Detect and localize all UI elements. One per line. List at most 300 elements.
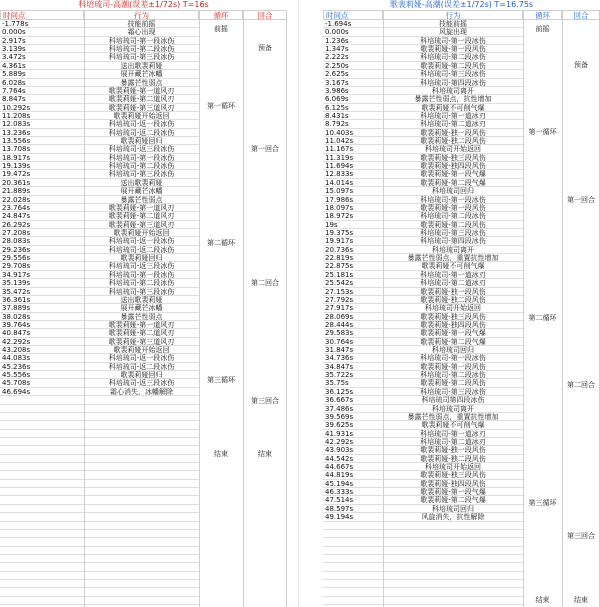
action-cell: 暴露芒性弱点 [120,195,163,204]
table-row [323,354,523,362]
action-cell: 科培琉司回归 [432,187,474,196]
action-cell: 歌裴莉娅开始返回 [113,111,170,120]
time-cell: 27.153s [325,287,354,296]
action-cell: 科培琉司-返三段冰伤 [108,262,175,271]
table-row [0,70,199,78]
table-row [323,563,523,571]
time-cell: 13.556s [2,137,31,146]
action-cell: 歌裴莉娅-第一段风伤 [420,362,486,371]
left-col-line [243,10,244,607]
table-row [323,137,523,145]
action-cell: 科培琉司-第三段冰伤 [108,287,175,296]
action-cell: 歌裴莉娅-第一段气爆 [420,329,486,338]
table-row [323,129,523,137]
action-cell: 送出歌裴莉娅 [120,61,163,70]
table-row [323,588,523,596]
table-row [0,95,199,103]
action-cell: 歌裴莉娅-第一段风伤 [420,45,486,54]
table-row [323,221,523,229]
time-cell: 20.736s [325,245,354,254]
table-row [0,488,199,496]
table-row [0,496,199,504]
time-cell: 25.542s [325,279,354,288]
action-cell: 科培琉司-返一段冰伤 [108,237,175,246]
action-cell: 科培琉司-第二段冰伤 [420,53,486,62]
time-cell: 34.917s [2,270,31,279]
time-cell: 31.847s [325,346,354,355]
action-cell: 科培琉司回归 [432,346,474,355]
left-col-line [84,10,85,607]
table-row [0,204,199,212]
action-cell: 科培琉司离开 [432,86,474,95]
time-cell: 35.722s [325,371,354,380]
time-cell: 17.986s [325,195,354,204]
table-row [323,580,523,588]
time-cell: 36.125s [325,387,354,396]
time-cell: 34.847s [325,362,354,371]
time-cell: 22.028s [2,195,31,204]
action-cell: 技能前摇 [439,20,467,28]
time-cell: 11.167s [325,145,354,154]
time-cell: 49.194s [325,513,354,522]
right-round-cell: 第三回合 [567,532,595,540]
time-cell: 45.194s [325,479,354,488]
action-cell: 歌裴莉娅-第二段风伤 [420,379,486,388]
time-cell: 3.139s [2,45,26,54]
time-cell: 28.083s [2,237,31,246]
table-row [0,530,199,538]
action-cell: 科培琉司-返三段冰伤 [108,145,175,154]
table-row [323,413,523,421]
table-row [323,555,523,563]
table-row [0,379,199,387]
action-cell: 歌裴莉娅-第二段气爆 [420,496,486,505]
action-cell: 歌裴莉娅-独三段风伤 [420,153,486,162]
table-row [0,505,199,513]
table-row [323,104,523,112]
table-row [323,62,523,70]
table-row [323,471,523,479]
action-cell: 科培琉司-第二段冰伤 [108,45,175,54]
action-cell: 送出歌裴莉娅 [120,178,163,187]
time-cell: 44.542s [325,454,354,463]
action-cell: 科培琉司-第一段冰伤 [420,195,486,204]
time-cell: 23.764s [2,203,31,212]
action-cell: 暴露芒性弱点 [120,78,163,87]
time-cell: 46.694s [2,387,31,396]
action-cell: 歌裴莉娅-第三道风刃 [108,337,175,346]
right-timeline-table [323,0,600,607]
action-cell: 科培琉司-第二段冰伤 [108,279,175,288]
time-cell: 29.583s [325,329,354,338]
time-cell: 6.069s [325,95,349,104]
table-row [323,304,523,312]
table-row [0,196,199,204]
action-cell: 科培琉司-返三段冰伤 [108,379,175,388]
right-col-line [562,10,563,607]
time-cell: 20.361s [2,178,31,187]
action-cell: 科培琉司-第三段冰伤 [420,387,486,396]
time-cell: 35.472s [2,287,31,296]
time-cell: 10.292s [2,103,31,112]
time-cell: 42.292s [325,437,354,446]
action-cell: 歌裴莉娅不可削气爆 [421,262,485,271]
time-cell: 42.292s [2,337,31,346]
left-header-action: 行为 [84,10,199,20]
table-row [0,572,199,580]
time-cell: 43.903s [325,446,354,455]
table-row [0,262,199,270]
table-row [0,580,199,588]
table-row [323,338,523,346]
time-cell: 29.556s [2,254,31,263]
right-loop-cell: 前摇 [535,25,550,33]
time-cell: 15.097s [325,187,354,196]
action-cell: 科培琉司-第四段冰伤 [420,237,486,246]
action-cell: 歌裴莉娅-独二段风伤 [420,454,486,463]
left-col-line [199,10,200,607]
time-cell: -1.694s [325,20,352,28]
time-cell: 43.208s [2,346,31,355]
time-cell: 27.917s [325,304,354,313]
table-row [0,237,199,245]
action-cell: 歌裴莉娅-独四段风伤 [420,162,486,171]
table-row [323,87,523,95]
action-cell: 歌裴莉娅-第一道风刃 [108,320,175,329]
action-cell: 科培琉司-第三段冰伤 [108,170,175,179]
action-cell: 科培琉司开始返回 [425,304,481,313]
left-round-cell: 第一回合 [251,145,279,153]
table-row [323,95,523,103]
left-header-time: 时间点 [0,10,84,20]
time-cell: 18.097s [325,203,354,212]
table-row [0,288,199,296]
action-cell: 歌裴莉娅开始返回 [113,346,170,355]
action-cell: 科培琉司-第二道冰刃 [420,279,486,288]
action-cell: 展开藏芒冰幡 [120,187,163,196]
time-cell: 36.667s [325,396,354,405]
table-row [0,53,199,61]
action-cell: 科培琉司-第二道冰刃 [420,437,486,446]
action-cell: 科培琉司开始返回 [425,145,481,154]
table-row [0,438,199,446]
table-row [0,555,199,563]
table-row [323,405,523,413]
action-cell: 科培琉司-第一段冰伤 [108,36,175,45]
action-cell: 科培琉司-返二段冰伤 [108,362,175,371]
table-row [0,513,199,521]
time-cell: 19.139s [2,162,31,171]
table-row [0,430,199,438]
time-cell: 8.431s [325,111,349,120]
table-row [323,388,523,396]
time-cell: 2.917s [2,36,26,45]
left-round-cell: 第三回合 [251,397,279,405]
action-cell: 科培琉司-返一段冰伤 [108,354,175,363]
table-row [323,145,523,153]
time-cell: 35.75s [325,379,349,388]
action-cell: 科培琉司-第二段冰伤 [420,212,486,221]
right-round-cell: 第一回合 [567,196,595,204]
action-cell: 送出歌裴莉娅 [120,295,163,304]
left-col-line [286,10,287,607]
time-cell: 6.028s [2,78,26,87]
action-cell: 歌裴莉娅-第三道风刃 [108,220,175,229]
row-gridline [323,604,523,605]
table-row [323,154,523,162]
table-row [0,463,199,471]
action-cell: 科培琉司-第一道冰刃 [420,111,486,120]
action-cell: 歌裴莉娅-独三段风伤 [420,471,486,480]
time-cell: -1.778s [2,20,29,28]
right-header-round: 回合 [562,10,600,20]
right-header-time: 时间点 [323,10,383,20]
time-cell: 6.125s [325,103,349,112]
table-row [0,170,199,178]
table-row [323,120,523,128]
table-row [323,480,523,488]
action-cell: 歌裴莉娅-第三道风刃 [108,103,175,112]
table-row [323,313,523,321]
table-row [0,313,199,321]
left-round-cell: 结束 [258,450,272,458]
left-table-title: 科培琉司-高潮(误差±1/72s) T=16s [78,0,209,9]
left-timeline-table [0,0,287,607]
table-row [0,154,199,162]
action-cell: 科培琉司-第三段冰伤 [420,70,486,79]
table-row [323,530,523,538]
action-cell: 霜心出现 [127,28,156,37]
time-cell: 37.486s [325,404,354,413]
action-cell: 歌裴莉娅-第一段风伤 [420,203,486,212]
table-row [0,471,199,479]
table-row [0,446,199,454]
time-cell: 19.472s [2,170,31,179]
action-cell: 歌裴莉娅不可削气爆 [421,103,485,112]
action-cell: 科培琉司-第一道冰刃 [420,270,486,279]
table-row [0,145,199,153]
time-cell: 18.917s [2,153,31,162]
time-cell: 3.986s [325,86,349,95]
action-cell: 歌裴莉娅-独一段风伤 [420,446,486,455]
time-cell: 28.069s [325,312,354,321]
right-rows [323,20,523,605]
time-cell: 38.028s [2,312,31,321]
time-cell: 3.472s [2,53,26,62]
table-row [323,446,523,454]
time-cell: 25.181s [325,270,354,279]
action-cell: 科培琉司-第二段冰伤 [108,162,175,171]
table-row [0,87,199,95]
time-cell: 39.764s [2,320,31,329]
table-row [323,237,523,245]
table-row [0,187,199,195]
table-row [323,204,523,212]
action-cell: 风旋出现 [439,28,467,37]
action-cell: 歌裴莉娅-第二段气爆 [420,178,486,187]
action-cell: 展开藏芒冰幡 [120,304,163,313]
table-row [0,20,199,28]
table-row [0,363,199,371]
time-cell: 4.361s [2,61,26,70]
table-row [323,430,523,438]
time-cell: 2.250s [325,61,349,70]
table-row [0,296,199,304]
action-cell: 歌裴莉娅-第一道风刃 [108,203,175,212]
table-row [323,496,523,504]
time-cell: 0.000s [2,28,26,37]
time-cell: 29.708s [2,262,31,271]
table-row [323,288,523,296]
table-divider [298,0,300,607]
table-row [0,279,199,287]
table-row [323,522,523,530]
table-row [323,53,523,61]
table-row [323,20,523,28]
left-header-round: 回合 [243,10,287,20]
table-row [0,179,199,187]
action-cell: 科培琉司-第二段冰伤 [420,371,486,380]
time-cell: 5.889s [2,70,26,79]
action-cell: 歌裴莉娅-第二道风刃 [108,212,175,221]
left-round-cell: 第二回合 [251,279,279,287]
time-cell: 46.333s [325,488,354,497]
action-cell: 歌裴莉娅-第二道风刃 [108,95,175,104]
action-cell: 科培琉司-返二段冰伤 [108,128,175,137]
action-cell: 展开藏芒冰幡 [120,70,163,79]
time-cell: 44.819s [325,471,354,480]
table-row [0,271,199,279]
time-cell: 27.208s [2,228,31,237]
right-header-action: 行为 [383,10,523,20]
table-row [0,413,199,421]
time-cell: 8.792s [325,120,349,129]
left-rows [0,20,199,605]
time-cell: 0.000s [325,28,349,37]
time-cell: 37.889s [2,304,31,313]
table-row [323,547,523,555]
time-cell: 26.292s [2,220,31,229]
time-cell: 35.139s [2,279,31,288]
table-row [323,396,523,404]
action-cell: 霜心消失，冰幡解除 [110,387,173,396]
left-loop-cell: 第一循环 [207,102,235,110]
right-col-line [523,10,524,607]
table-row [323,170,523,178]
right-header-loop: 循环 [523,10,562,20]
time-cell: 47.514s [325,496,354,505]
table-row [0,104,199,112]
table-row [0,221,199,229]
time-cell: 11.208s [2,111,31,120]
table-row [323,262,523,270]
table-row [323,187,523,195]
right-col-line [383,10,384,607]
action-cell: 歌裴莉娅-第二段风伤 [420,61,486,70]
table-row [0,563,199,571]
table-row [323,513,523,521]
action-cell: 科培琉司-返二段冰伤 [108,245,175,254]
right-loop-cell: 第三循环 [528,499,557,507]
time-cell: 12.833s [325,170,354,179]
left-loop-cell: 结束 [214,450,228,458]
time-cell: 10.403s [325,128,354,137]
table-row [323,70,523,78]
left-loop-cell: 第二循环 [207,239,235,247]
table-row [323,363,523,371]
table-row [0,212,199,220]
action-cell: 歌裴莉娅-独二段风伤 [420,137,486,146]
time-cell: 45.236s [2,362,31,371]
right-loop-cell: 第二循环 [528,314,557,322]
action-cell: 科培琉司开始返回 [425,463,481,472]
time-cell: 1.347s [325,45,349,54]
action-cell: 歌裴莉娅-第二道风刃 [108,329,175,338]
time-cell: 24.847s [2,212,31,221]
table-row [0,304,199,312]
table-row [323,455,523,463]
table-row [323,296,523,304]
action-cell: 科培琉司-第二道冰刃 [420,120,486,129]
action-cell: 暴露芒性弱点，重置抗性增加 [407,254,499,263]
row-gridline [0,604,199,605]
action-cell: 歌裴莉娅-独四段风伤 [420,320,486,329]
time-cell: 12.083s [2,120,31,129]
time-cell: 28.444s [325,320,354,329]
time-cell: 14.014s [325,178,354,187]
table-row [0,522,199,530]
table-row [0,338,199,346]
action-cell: 科培琉司-第一道冰刃 [420,429,486,438]
table-row [0,37,199,45]
table-row [323,572,523,580]
time-cell: 41.931s [325,429,354,438]
action-cell: 歌裴莉娅回归 [120,254,163,263]
action-cell: 科培琉司-第一段冰伤 [108,153,175,162]
right-loop-cell: 结束 [535,596,550,604]
action-cell: 科培琉司-返一段冰伤 [108,120,175,129]
action-cell: 歌裴莉娅-第二段气爆 [420,337,486,346]
table-row [0,421,199,429]
time-cell: 39.625s [325,421,354,430]
action-cell: 歌裴莉娅开始返回 [113,228,170,237]
action-cell: 歌裴莉娅-第二段风伤 [420,220,486,229]
action-cell: 科培琉司-第三段冰伤 [108,53,175,62]
table-row [0,354,199,362]
table-row [323,28,523,36]
table-row [323,379,523,387]
table-row [0,597,199,605]
action-cell: 科培琉司-第三段冰伤 [420,228,486,237]
time-cell: 30.764s [325,337,354,346]
table-row [323,329,523,337]
table-row [0,120,199,128]
table-row [0,62,199,70]
time-cell: 19s [325,220,338,229]
time-cell: 44.667s [325,463,354,472]
time-cell: 34.736s [325,354,354,363]
time-cell: 18.972s [325,212,354,221]
action-cell: 暴露芒性弱点，抗性增加 [414,95,492,104]
time-cell: 11.694s [325,162,354,171]
action-cell: 歌裴莉娅-第一段气爆 [420,488,486,497]
time-cell: 21.889s [2,187,31,196]
left-header-loop: 循环 [199,10,243,20]
time-cell: 13.236s [2,128,31,137]
action-cell: 科培琉司-第一段冰伤 [420,354,486,363]
right-table-title: 歌裴莉娅-高潮(误差±1/72s) T=16.75s [389,0,534,9]
table-row [0,388,199,396]
